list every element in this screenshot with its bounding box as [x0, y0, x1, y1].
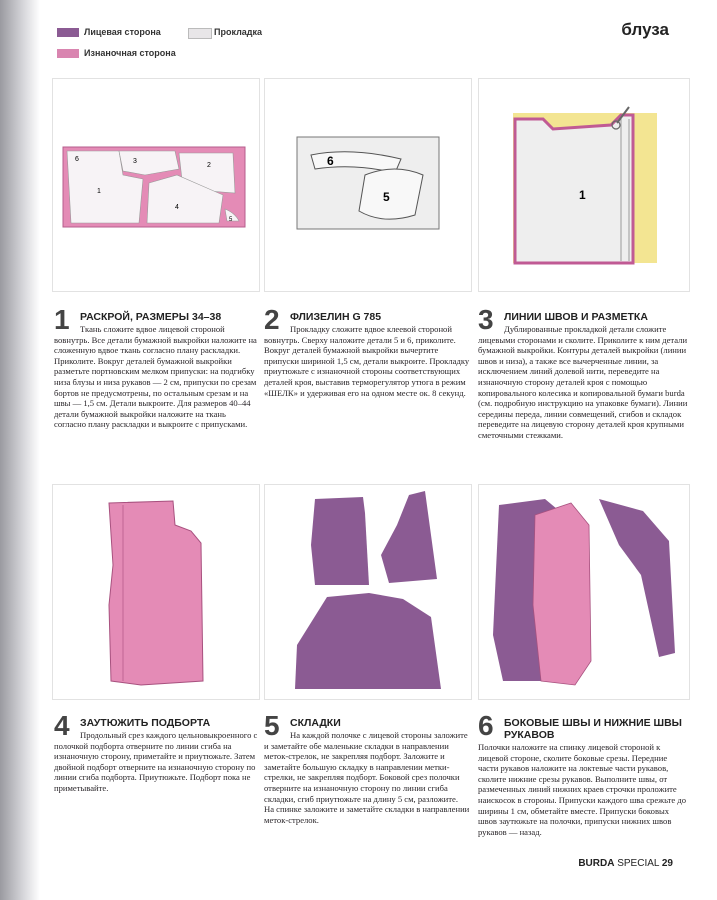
step-3-title: ЛИНИИ ШВОВ И РАЗМЕТКА — [504, 311, 648, 323]
step-2 — [264, 306, 472, 446]
marking-diagram-panel — [478, 78, 690, 292]
step-3-number: 3 — [478, 304, 494, 335]
footer-series: SPECIAL — [617, 858, 660, 869]
step-2-text: Прокладку сложите вдвое клеевой стороной вовнутрь. Сверху наложите детали 5 и 6, приколите. Вокруг деталей бумажной выкройки вычертите припуски шириной 1,5 см, детали выкроите. Прокладку приутюжьте с изнаночной стороны соответствующих деталей кроя, выставив терморегулятор утюга в режим «ШЕЛК» и удерживая его на одном месте ок. 8 секунд. — [264, 324, 470, 398]
legend-face-label: Лицевая сторона — [84, 27, 161, 37]
layout-label-4: 4 — [175, 204, 179, 211]
step-4-number: 4 — [54, 710, 70, 741]
layout-diagram-panel — [52, 78, 260, 292]
footer-page-number: 29 — [661, 858, 673, 869]
layout-label-1: 1 — [97, 188, 101, 195]
layout-label-3: 3 — [133, 158, 137, 165]
layout-label-6: 6 — [75, 156, 79, 163]
step-4 — [54, 712, 260, 822]
step-3-text: Дублированные прокладкой детали сложите лицевыми сторонами и сколите. Приколите к ним детали бумажной выкройки. Контуры деталей выкройки (линии швов и низа), а также все вычерченные линии, за исключением линий долевой нити, переведите на изнаночную сторону деталей кроя с помощью копировального колесика и копировальной бумаги burda (см. подробную инструкцию на упаковке бумаги). Линии середины переда, линии совмещений, сгибов и складок переведите на лицевую сторону деталей кроя крупными сметочными стежками. — [478, 324, 688, 440]
step-1-text: Ткань сложите вдвое лицевой стороной вовнутрь. Все детали бумажной выкройки наложите на сложенную вдвое ткань согласно плану раскладки. Приколите. Вокруг деталей бумажной выкройки разметьте портновским мелком припуски: на подгибку низа блузы и низа рукавов — 2 см, припуски по срезам бортов не предусмотрены, по остальным срезам и на швы — 1,5 см. Детали выкроите. Для размеров 40–44 детали бумажной выкройки наложите на ткань согласно плану раскладки и выкроите с припусками. — [54, 324, 257, 430]
step-6 — [478, 712, 690, 848]
step-3 — [478, 306, 690, 466]
marking-label-1: 1 — [579, 188, 586, 202]
interfacing-label-6: 6 — [327, 154, 334, 168]
interfacing-diagram-panel — [264, 78, 472, 292]
step-2-number: 2 — [264, 304, 280, 335]
side-seams-diagram-panel — [478, 484, 690, 700]
layout-label-5: 5 — [229, 217, 233, 223]
interfacing-label-5: 5 — [383, 190, 390, 204]
step-5-text: На каждой полочке с лицевой стороны заложите и заметайте обе маленькие складки в направлении меток-стрелок, не закрепляя подборт. Заложите и заметайте большую складку в направлении метки-стрелки, не закрепляя подборт. Боковой срез полочки отверните на изнаночную сторону по линии сгиба складки, сгиб приутюжьте на длину 5 см, разложите. На спинке заложите и заметайте складки в направлении меток-стрелок. — [264, 730, 470, 825]
step-6-title: БОКОВЫЕ ШВЫ И НИЖНИЕ ШВЫ РУКАВОВ — [504, 717, 682, 741]
legend-interfacing-swatch — [188, 28, 212, 39]
step-6-number: 6 — [478, 710, 494, 741]
legend-interfacing-label: Прокладка — [214, 27, 263, 37]
page-title: блуза — [621, 20, 669, 39]
legend-reverse-label: Изнаночная сторона — [84, 48, 176, 58]
step-5-title: СКЛАДКИ — [290, 717, 341, 729]
facings-diagram-panel — [52, 484, 260, 700]
step-1-number: 1 — [54, 304, 70, 335]
step-6-text: Полочки наложите на спинку лицевой стороной к лицевой стороне, сколите боковые срезы. Передние части рукавов наложите на локтевые части рукавов, сколите нижние срезы рукавов. Выполните швы, от размеченных линий нижних краев строчки проложите наискосок в стороны. Припуски каждого шва срежьте до ширины 1 см, обметайте вместе. Припуски боковых швов заутюжьте на полочки, припуски нижних швов рукавов — назад. — [478, 742, 687, 837]
step-1-title: РАСКРОЙ, РАЗМЕРЫ 34–38 — [80, 311, 222, 323]
layout-label-2: 2 — [207, 162, 211, 169]
page-footer — [578, 858, 673, 869]
step-4-text: Продольный срез каждого цельновыкроенного с полочкой подборта отверните по линии сгиба на изнаночную сторону, приметайте и приутюжьте. Затем двойной подборт отверните на изнаночную сторону по линии сгиба подборта. Приутюжьте. Подборт пока не приметывайте. — [54, 730, 258, 793]
legend-face-swatch — [57, 28, 79, 37]
step-5 — [264, 712, 472, 842]
pleats-diagram-panel — [264, 484, 472, 700]
step-5-number: 5 — [264, 710, 280, 741]
footer-brand: BURDA — [578, 858, 615, 869]
page-edge-shadow — [0, 0, 40, 900]
step-1 — [54, 306, 260, 466]
step-2-title: ФЛИЗЕЛИН G 785 — [290, 311, 382, 323]
step-4-title: ЗАУТЮЖИТЬ ПОДБОРТА — [80, 717, 211, 729]
legend-reverse-swatch — [57, 49, 79, 58]
